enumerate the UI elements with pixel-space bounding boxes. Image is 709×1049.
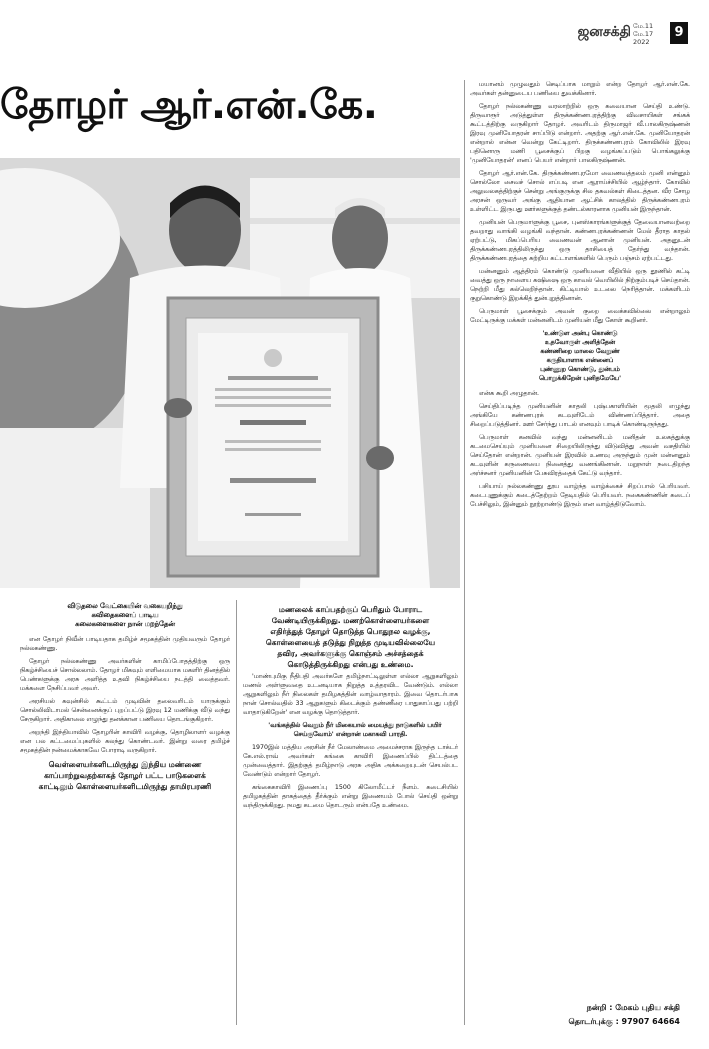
poem-line: பொறுக்கிறேன் புனிதமேயே' [538, 375, 622, 382]
pull-quote [20, 602, 230, 629]
pull-quote-line: கவிதைகளைப் பாடிய [91, 611, 159, 619]
article-paragraph: 1970இல் மத்திய அரசின் நீர் மேலாண்மை அமைச்சராக இருந்த டாக்டர் கே.எல்.ராவ் அவர்கள் கங்கை காவிரி இணைப்பில் திட்டத்தை முன்வைத்தார். இதற்குத் தமிழ்நாடு அரசு அதிக அக்கறையுடன் செயல்பட வேண்டும் என்றார் தோழர். [243, 744, 458, 778]
highlight-line: கொள்ளையைத் தடுத்து நிறுத்த முடியவில்லையே [265, 638, 436, 647]
highlight-line: காப்பாற்றுவதற்காகத் தோழர் பட்ட பாடுகளைக் [44, 771, 206, 780]
issue-date [633, 22, 667, 46]
article-paragraph: தோழர் நல்லகண்ணு அவர்களின் காமிப்போதத்திற்கு ஒரு நிகழ்ச்சியைச் சொல்லலாம். தோழர் மிகவும் எளிமையாக மகளிர் தினத்தில் பெண்களுக்கு அரசு அளித்த உதவி நிகழ்ச்சியை நடத்தி வைத்தவர். மக்களை நேசிப்பவர் அவர். [20, 658, 230, 692]
article-paragraph: பெருமாள் பூசைக்கும் அவன் குறை வைக்கவில்லை என்றாலும் மேட்டிருக்கு மக்கள் மன்னனிடம் முனியன் மீது கோள் கூறினர். [470, 308, 690, 324]
photo-illustration [0, 158, 460, 588]
article-paragraph: அரசியல் கவுன்சில் கூட்டம் முடிவின் தலைவரிடம் யாருக்கும் சொல்லிவிடாமல் சென்னைக்குப் புறப்பட்டு இரவு 12 மணிக்கு வீடு வந்து சேருகிறார். அதிகாலை எழுந்து தனக்கான பணியை தொடங்குகிறார். [20, 698, 230, 723]
framed-certificate-icon [168, 298, 378, 576]
page-number: 9 [670, 22, 688, 44]
poem-line: கருதியாளாக என்னைப் [546, 357, 614, 364]
middle-article-column [243, 600, 458, 1025]
article-paragraph: மன்னனும் ஆத்திரம் கொண்டு முனியனை வீதியில் ஒரு தூணில் கட்டி வைத்து ஒரு நாளைய கஷிஷை ஒரு காவல் வெயிலில் நிற்கும்படிச் செய்தான். நெற்றி மீது கல்லெறிந்தான். கிட்டியால் உடலை நெரித்தான். மக்களிடம் குறுகொண்டு இறக்கித் துன்புறுத்தினான். [470, 268, 690, 302]
date-line: 2022 [633, 38, 650, 46]
bottom-margin [0, 1030, 709, 1049]
column-rule [236, 600, 237, 1025]
article-paragraph: பசியாய் நல்லகண்ணு தூய வாழ்ந்த வாழ்க்கைச் சிறப்பால் பெரியவர். கடைபுணுக்கும் கடைத்தேற்றம் தேடியதில் பெரியவர். நகைகண்ணின் கடைப் பேச்சிலும், இன்னும் நூற்றாண்டு இரும் என வாழ்த்திடுவோம். [470, 483, 690, 508]
highlight-caption [243, 604, 458, 670]
poem-line: உதவோருள் அளித்தேன் [544, 339, 616, 346]
poem-line: கண்ணிறை மாலை வேறுண் [540, 348, 620, 355]
headline: தோழர் ஆர்.என்.கே. [0, 82, 378, 128]
article-paragraph: தோழர் ஆர்.என்.கே. திருக்கண்ணபுரமோ வைணவத்தலம் முனி என்னும் சொல்லோ சைவச் சொல் எப்படி என ஆராய்ச்சியில் ஆழ்ந்தார். கோவில் அலுவலகத்திற்குச் சென்று அங்குருக்கு சில தகவல்கள் கிடைத்தன. வீர சோழ அரசன் ஒருவர் அங்கு ஆதியான ஆட்சிக் காலத்தில் திருக்கண்ணபுரம் உள்ளிட்ட இருபது ஊர்களுக்குத் தண்டல்காரனாக முனியன் இருந்தான். [470, 170, 690, 213]
quoted-line: 'வங்கத்தில் வெறும் நீர் மிகையால் மையத்து நாடுகளில் பயிர் செய்குவோம்' என்றான் மகாகவி பாரதி. [268, 722, 442, 738]
source-credit: நன்றி : மேகம் புதிய சக்தி [586, 1003, 680, 1012]
paper-name: ஜனசக்தி [577, 24, 631, 40]
article-paragraph: கங்கைகாவிரி இணைப்பு 1500 கிலோமீட்டர் நீளம். கடைசியில் தமிழகத்தின் தாகத்தைத் தீர்க்கும் என்று இணையம் போல் செய்தி ஒன்று வந்திருக்கிறது. நமது கடமை தொடரும் என்பதே உண்மை. [243, 784, 458, 809]
column-rule [464, 80, 465, 600]
article-paragraph: 'மாண்புமிகு நீதிபதி அவர்களே தமிழ்நாட்டிலுள்ள எல்லா ஆறுகளிலும் மணல் அள்ளுவதை உடனடியாக நிறுத்த உத்தரவிட வேண்டும். எல்லா ஆறுகளிலும் நீர் நிலைகள் தமிழகத்தின் வாழ்வாதாரம். இவை தொடர்பாக நான் சொல்வதில் 33 ஆறுகளும் கிடைக்கும் தண்ணீரை பாதுகாப்பது பற்றி வாதாடுகிறேன்' என வழக்கு தொடுத்தார். [243, 673, 458, 716]
article-paragraph: என்க கூறி அழுதான். [479, 390, 540, 397]
date-line: மே.11 [633, 22, 654, 30]
left-article-column [20, 600, 230, 1025]
article-paragraph: பெருமாள் கனவில் வந்து மன்னனிடம் மனிதன் உலகத்துக்கு கடமைசெய்யும் முனியனை சிறையிலிருந்து விடுவித்து அவன் வசதியில் செய்தோன் என்றான். முனியன் இரவில் உணவு அருந்தும் முன் மன்னனும் கடவுளின் கருணையை நினைத்து வணங்கினான். மறுநாள் நடைதிறந்த அர்ச்சனர் முனியனின் பேசுவிரத்தைக் கேட்டு வந்தார். [470, 434, 690, 477]
article-paragraph: தோழர் நல்லகண்ணு வரலாற்றில் ஒரு கவையான செய்தி உண்டு. திருவாரூர் அடுத்துள்ள திருக்கண்ணபுரத்திற்கு விவசாயிகள் சங்கக் கூட்டத்திற்கு வருகிறார் தோழர். அவரிடம் திருமாஜர் வீ.பாலகிருஷ்ணன் இரவு முனியோதரன் சாப்பிடு என்றார். அதற்கு ஆர்.என்.கே. முனியோதரன் என்றால் என்ன வென்று கேட்டிறார். திருக்கண்ணபுரம் கோவிலில் இரவு பதினொரு மணி பூசைக்குப் பிறகு வழங்கப்படும் பொங்கலுக்கு 'முனியோதரன்' எனப் பெயர் என்றார் பாலகிருஷ்ணன். [470, 103, 690, 164]
column-rule [464, 600, 465, 1025]
article-paragraph: செய்திப்படிந்த முனியனின் காதலி புஷ்பகாளியின் மூதலி எழுந்து அங்கியே கண்ணபுரக் கடவுளிடேம் விண்ணப்பித்தார். அதை சிறைப்படுத்தினர். ஊர் சேர்ந்து பாடல் எனவும் பாடிக் கொண்டிருந்தது. [470, 403, 690, 428]
contact-number: தொடர்புக்கு : 97907 64664 [568, 1017, 680, 1026]
pull-quote-line: கலைகளைகளை நான் மறந்தேன் [75, 620, 175, 628]
pull-quote-line: விடுதலை வேட்கையின் வகையறிந்து [67, 602, 183, 610]
poem-line: புண்ணுற கொண்டு, துன்பம் [540, 366, 620, 373]
photo [0, 158, 460, 588]
article-paragraph: அறந்தி இந்தியாவில் தோழரின் காவிரி வழக்கு, தொழிலாளர் வழக்கு என பல கட்டமைப்புகளில் கலந்து கொண்டவர். இன்று வரை தமிழ்ச் சமூகத்தின் நன்மைக்காகவே போராடி வருகிறார். [20, 729, 230, 754]
highlight-line: தவிர, அவர்களுக்கு கொஞ்சம் அச்சத்தைக் [277, 649, 424, 658]
highlight-caption [20, 759, 230, 792]
article-paragraph: மயானம் முழுவதும் செடிப்பாக மாறும் என்ற தோழர் ஆர்.என்.கே. அவர்கள் தன்னுடைய பணியை துவக்கினார். [470, 81, 690, 97]
highlight-line: வேண்டியிருக்கிறது. மணற்கொள்ளையர்களை [271, 616, 430, 625]
highlight-line: மணலைக் காப்பதற்குப் பெரிதும் போராட [278, 605, 423, 614]
article-paragraph: என தோழர் நிவீன் பாடியதாக தமிழ்ச் சமூகத்தின் முதியவரும் தோழர் நல்லகண்ணு. [20, 636, 230, 652]
right-article-column [470, 80, 690, 960]
highlight-line: வெள்ளையர்களிடமிருந்து இந்திய மண்ணை [48, 760, 202, 769]
highlight-line: கொடுத்திருக்கிறது என்பது உண்மை. [287, 660, 414, 669]
highlight-line: எதிர்த்துத் தோழர் தொடுத்த பொதுநல வழக்கு, [270, 627, 431, 636]
poem-quote [470, 329, 690, 383]
poem-line: 'உண்டுள அன்பு கொண்டு [542, 330, 618, 337]
highlight-line: காட்டிலும் கொள்ளையர்களிடமிருந்து தாமிரபரணி [38, 782, 212, 791]
masthead [0, 0, 709, 55]
date-line: மே.17 [633, 30, 654, 38]
article-paragraph: முனியன் பெருமாளுக்கு பூசை, புனஸ்காரங்களுக்குத் தேவையானவற்றை தவறாது வாங்கி வழங்கி வந்தான். கண்ணபுரக்கண்ணன் மேல் தீராத காதல் ஏற்பட்டு, மிகப்பெரிய வைணவன் ஆனான் முனியன். அதனுடன் திருக்கண்ணபுரத்திலிருந்து ஒரு தாசியைத் தேர்ந்து வந்தான். திருக்கண்ணபுரத்தை சுற்றிய கட்டாளங்களில் பெரும் பஞ்சம் ஏற்பட்டது. [470, 219, 690, 262]
